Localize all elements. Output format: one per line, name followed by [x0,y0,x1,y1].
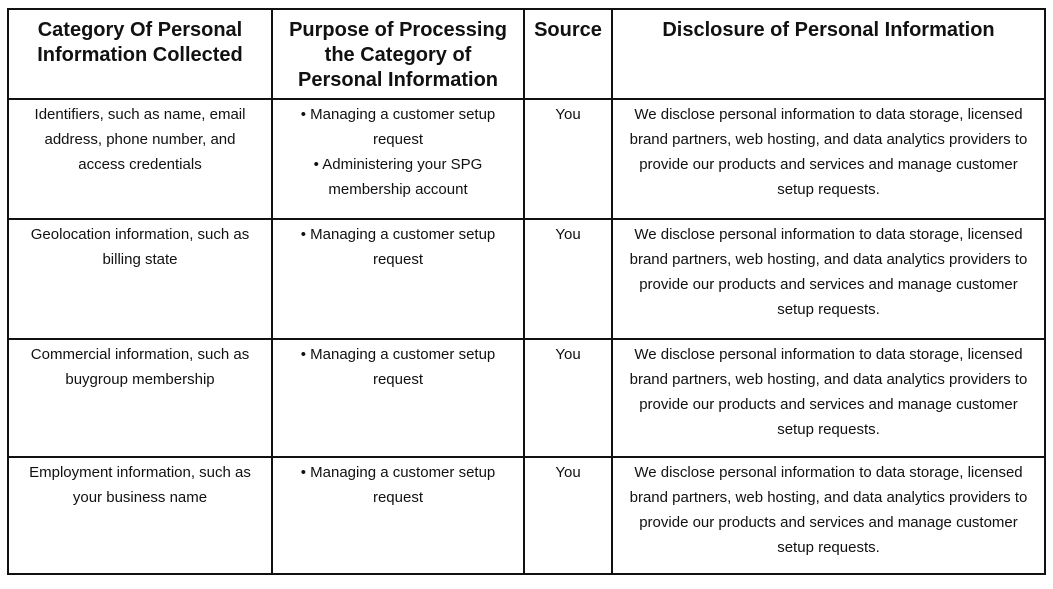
table-row [8,99,1045,219]
source-cell: You [524,457,612,574]
purpose-cell [272,99,524,219]
purpose-item: • Managing a customer setup request [300,106,496,148]
purpose-item: • Managing a customer setup request [300,346,496,388]
purpose-cell [272,339,524,457]
category-cell: Identifiers, such as name, email address, phone number, and access credentials [8,99,272,219]
disclosure-cell: We disclose personal information to data storage, licensed brand partners, web hosting, and data analytics providers to provide our products and services and manage customer setup requests. [612,457,1045,574]
header-source: Source [524,9,612,99]
purpose-cell [272,219,524,339]
disclosure-cell: We disclose personal information to data storage, licensed brand partners, web hosting, and data analytics providers to provide our products and services and manage customer setup requests. [612,339,1045,457]
disclosure-cell: We disclose personal information to data storage, licensed brand partners, web hosting, and data analytics providers to provide our products and services and manage customer setup requests. [612,99,1045,219]
table-row [8,457,1045,574]
table-row [8,219,1045,339]
disclosure-cell: We disclose personal information to data storage, licensed brand partners, web hosting, and data analytics providers to provide our products and services and manage customer setup requests. [612,219,1045,339]
header-purpose: Purpose of Processing the Category of Personal Information [272,9,524,99]
table-row [8,339,1045,457]
category-cell: Geolocation information, such as billing state [8,219,272,339]
purpose-item: • Administering your SPG membership account [313,156,483,198]
source-cell: You [524,99,612,219]
category-cell: Commercial information, such as buygroup membership [8,339,272,457]
category-cell: Employment information, such as your business name [8,457,272,574]
header-category: Category Of Personal Information Collected [8,9,272,99]
source-cell: You [524,219,612,339]
table-header-row [8,9,1045,99]
source-cell: You [524,339,612,457]
purpose-item: • Managing a customer setup request [300,464,496,506]
purpose-cell [272,457,524,574]
purpose-item: • Managing a customer setup request [300,226,496,268]
personal-information-table [7,8,1046,575]
header-disclosure: Disclosure of Personal Information [612,9,1045,99]
